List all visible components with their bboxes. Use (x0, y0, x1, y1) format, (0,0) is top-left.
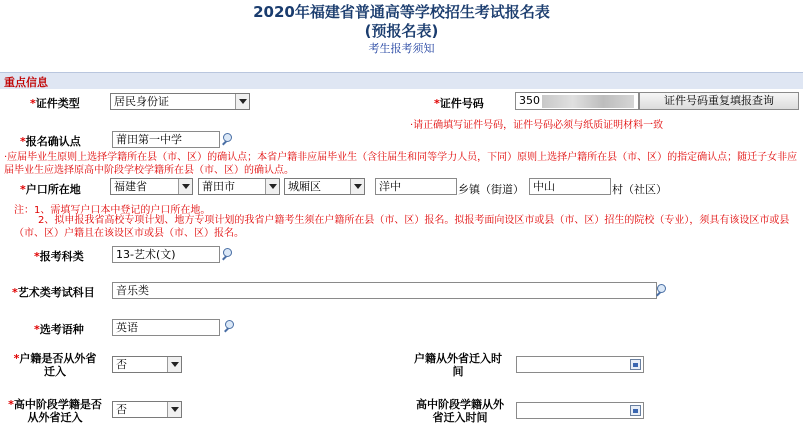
village-input[interactable]: 中山 (529, 178, 611, 195)
chevron-down-icon (265, 179, 279, 194)
household-moved-time-label: 户籍从外省迁入时间 (414, 352, 502, 378)
calendar-icon[interactable] (630, 359, 641, 370)
household-moved-time-input[interactable] (516, 356, 644, 373)
search-icon[interactable] (655, 283, 669, 297)
section-bar (0, 72, 803, 89)
calendar-icon[interactable] (630, 405, 641, 416)
language-label: *选考语种 (34, 323, 84, 336)
confirm-point-label: *报名确认点 (20, 135, 81, 148)
category-input[interactable]: 13-艺术(文) (112, 246, 220, 263)
id-duplicate-check-button[interactable]: 证件号码重复填报查询 (639, 92, 799, 110)
art-subject-input[interactable]: 音乐类 (112, 282, 657, 299)
chevron-down-icon (167, 402, 181, 417)
town-suffix: 乡镇（街道） (458, 183, 524, 196)
chevron-down-icon (178, 179, 192, 194)
chevron-down-icon (167, 357, 181, 372)
language-input[interactable]: 英语 (112, 319, 220, 336)
province-select[interactable]: 福建省 (110, 178, 193, 195)
city-select[interactable]: 莆田市 (198, 178, 280, 195)
id-number-label: *证件号码 (434, 97, 484, 110)
category-label: *报考科类 (34, 250, 84, 263)
chevron-down-icon (350, 179, 364, 194)
confirm-point-hint: ·应届毕业生原则上选择学籍所在县（市、区）的确认点；本省户籍非应届毕业生（含往届生和同等学力人员，下同）原则上选择户籍所在县（市、区）的指定确认点；随迁子女非应届毕业生应选择原高中阶段学校学籍所在县（市、区）的确认点。 (4, 152, 798, 176)
redacted-id-digits (542, 95, 634, 108)
id-type-label: *证件类型 (30, 97, 80, 110)
page-title: 2020年福建省普通高等学校招生考试报名表 (253, 3, 550, 21)
notice-link[interactable]: 考生报考须知 (368, 42, 435, 55)
school-moved-select[interactable]: 否 (112, 401, 182, 418)
village-suffix: 村（社区） (612, 183, 667, 196)
search-icon[interactable] (221, 132, 235, 146)
section-title: 重点信息 (4, 76, 48, 89)
id-type-select[interactable]: 居民身份证 (110, 93, 250, 110)
chevron-down-icon (235, 94, 249, 109)
household-note-2: 2、拟申报我省高校专项计划、地方专项计划的我省户籍考生须在户籍所在县（市、区）报名。拟报考面向设区市或县（市、区）招生的院校（专业），须具有该设区市或县（市、区）户籍且在该设区市或县（市、区）报名。 (14, 215, 790, 239)
town-input[interactable]: 洋中 (375, 178, 457, 195)
school-moved-time-input[interactable] (516, 402, 644, 419)
household-label: *户口所在地 (20, 183, 81, 196)
art-subject-label: *艺术类考试科目 (12, 286, 95, 299)
id-number-input[interactable]: 350 (515, 92, 639, 110)
school-moved-time-label: 高中阶段学籍从外省迁入时间 (416, 398, 504, 424)
household-note-1: 注：1、需填写户口本中登记的户口所在地。 (14, 205, 211, 216)
search-icon[interactable] (221, 247, 235, 261)
confirm-point-input[interactable]: 莆田第一中学 (112, 131, 220, 148)
school-moved-label: *高中阶段学籍是否从外省迁入 (8, 398, 102, 424)
search-icon[interactable] (223, 319, 237, 333)
page-subtitle: (预报名表) (364, 22, 439, 40)
district-select[interactable]: 城厢区 (284, 178, 365, 195)
id-number-hint: ·请正确填写证件号码，证件号码必须与纸质证明材料一致 (410, 120, 664, 131)
household-moved-select[interactable]: 否 (112, 356, 182, 373)
household-moved-label: *户籍是否从外省迁入 (13, 352, 97, 378)
